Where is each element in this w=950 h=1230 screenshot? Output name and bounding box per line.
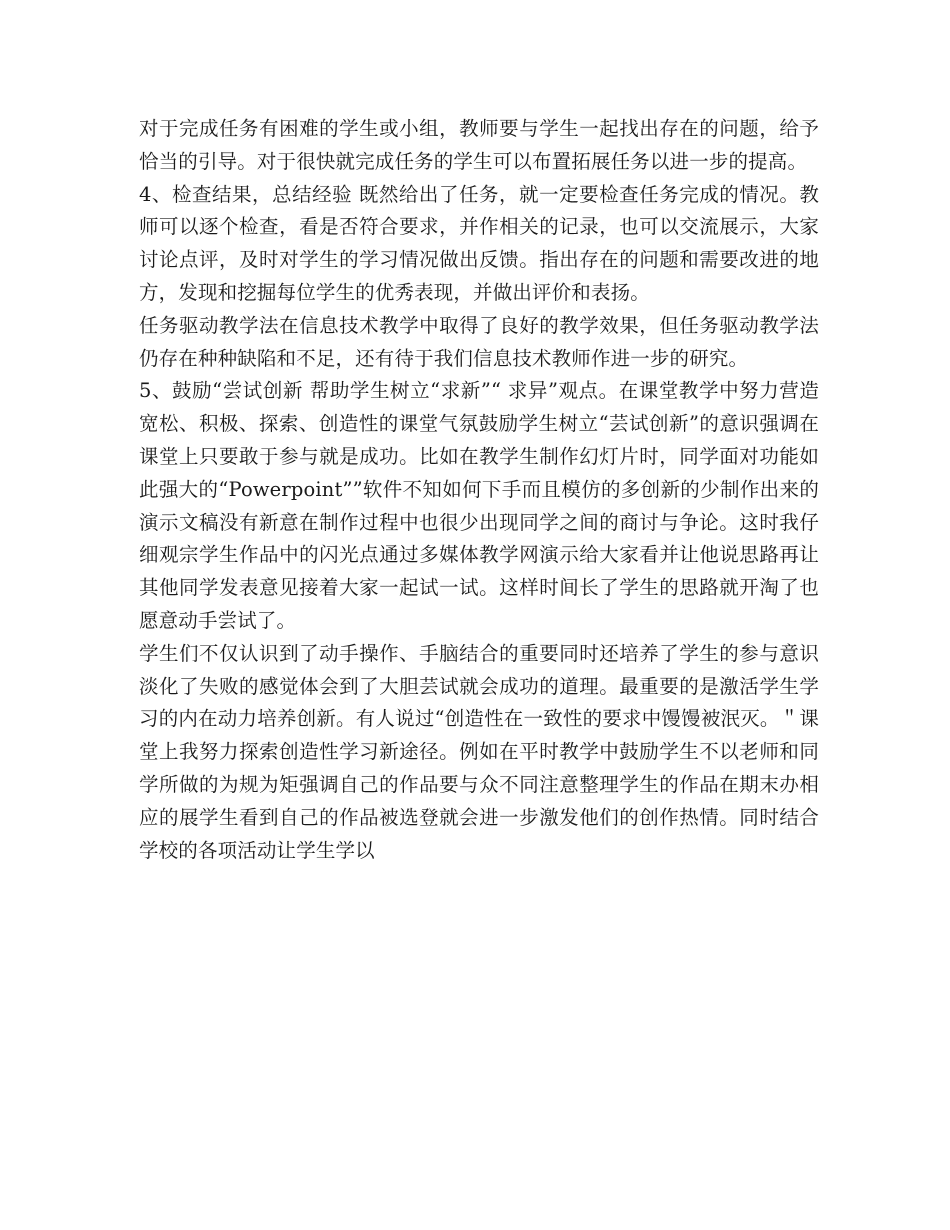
paragraph-student-awareness: 学生们不仅认识到了动手操作、手脑结合的重要同时还培养了学生的参与意识淡化了失败的感觉体会到了大胆芸试就会成功的道理。最重要的是激活学生学习的内在动力培养创新。有人说过“创造性在一致性的要求中馒馒被泯灭。＂课堂上我努力探索创造性学习新途径。例如在平时教学中鼓励学生不以老师和同学所做的为规为矩强调自己的作品要与众不同注意整理学生的作品在期末办相应的展学生看到自己的作品被选登就会进一步激发他们的创作热情。同时结合学校的各项活动让学生学以 bbox=[139, 641, 819, 862]
paragraph-encourage-innovation: 5、鼓励“尝试创新 帮助学生树立“求新”“ 求异”观点。在课堂教学中努力营造宽松、积极、探索、创造性的课堂气氛鼓励学生树立“芸试创新”的意识强调在课堂上只要敢于参与就是成功。比如在教学生制作幻灯片时，同学面对功能如此强大的“Powerpoint””软件不知如何下手而且模仿的多创新的少制作出来的演示文稿没有新意在制作过程中也很少出现同学之间的商讨与争论。这时我仔细观宗学生作品中的闪光点通过多媒体教学网演示给大家看并让他说思路再让其他同学发表意见接着大家一起试一试。这样时间长了学生的思路就开淘了也愿意动手尝试了。 bbox=[139, 379, 819, 632]
paragraph-check-results: 4、检查结果，总结经验 既然给出了任务，就一定要检查任务完成的情况。教师可以逐个检查，看是否符合要求，并作相关的记录，也可以交流展示，大家讨论点评，及时对学生的学习情况做出反馈。指出存在的问题和需要改进的地方，发现和挖掘每位学生的优秀表现，并做出评价和表扬。 bbox=[139, 182, 819, 304]
paragraph-task-driven-summary: 任务驱动教学法在信息技术教学中取得了良好的教学效果，但任务驱动教学法仍存在种种缺陷和不足，还有待于我们信息技术教师作进一步的研究。 bbox=[139, 313, 819, 370]
document-body bbox=[139, 113, 819, 867]
paragraph-guidance: 对于完成任务有困难的学生或小组，教师要与学生一起找出存在的问题，给予恰当的引导。对于很快就完成任务的学生可以布置拓展任务以进一步的提高。 bbox=[139, 117, 819, 173]
